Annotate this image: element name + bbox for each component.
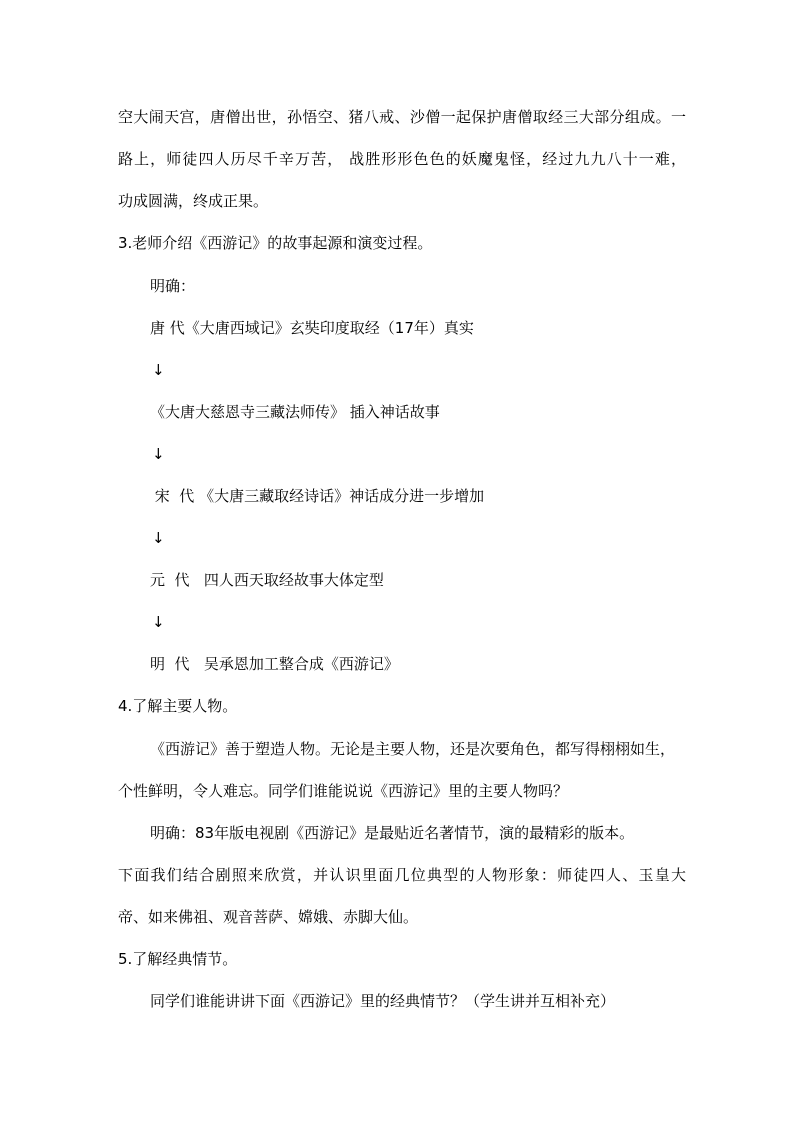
intro-line-1: 空大闹天宫，唐僧出世，孙悟空、猪八戒、沙僧一起保护唐僧取经三大部分组成。一 [118,108,686,126]
timeline-item-tang: 唐 代《大唐西域记》玄奘印度取经（17年）真实 [150,319,474,337]
down-arrow-icon: ↓ [152,445,165,463]
section-4-para-2-line-1: 明确：83年版电视剧《西游记》是最贴近名著情节，演的最精彩的版本。 [150,824,635,842]
section-3-clarify-label: 明确： [150,277,196,295]
down-arrow-icon: ↓ [152,361,165,379]
section-5-para-1: 同学们谁能讲讲下面《西游记》里的经典情节？（学生讲并互相补充） [150,992,616,1010]
section-4-para-1-line-1: 《西游记》善于塑造人物。无论是主要人物，还是次要角色，都写得栩栩如生， [150,740,676,758]
timeline-item-ming: 明 代 吴承恩加工整合成《西游记》 [150,655,399,673]
timeline-item-yuan: 元 代 四人西天取经故事大体定型 [150,571,384,589]
intro-line-2: 路上，师徒四人历尽千辛万苦， 战胜形形色色的妖魔鬼怪，经过九九八十一难， [118,150,686,168]
down-arrow-icon: ↓ [152,613,165,631]
timeline-item-biography: 《大唐大慈恩寺三藏法师传》 插入神话故事 [150,403,440,421]
section-4-heading: 4.了解主要人物。 [118,697,238,715]
timeline-item-song: 宋 代 《大唐三藏取经诗话》神话成分进一步增加 [150,487,485,505]
section-4-para-1-line-2: 个性鲜明，令人难忘。同学们谁能说说《西游记》里的主要人物吗？ [118,782,569,800]
section-5-heading: 5.了解经典情节。 [118,950,238,968]
section-4-para-2-line-3: 帝、如来佛祖、观音菩萨、嫦娥、赤脚大仙。 [118,908,419,926]
down-arrow-icon: ↓ [152,529,165,547]
section-3-heading: 3.老师介绍《西游记》的故事起源和演变过程。 [118,234,433,252]
intro-line-3: 功成圆满，终成正果。 [118,192,269,210]
section-4-para-2-line-2: 下面我们结合剧照来欣赏，并认识里面几位典型的人物形象：师徒四人、玉皇大 [118,866,686,884]
